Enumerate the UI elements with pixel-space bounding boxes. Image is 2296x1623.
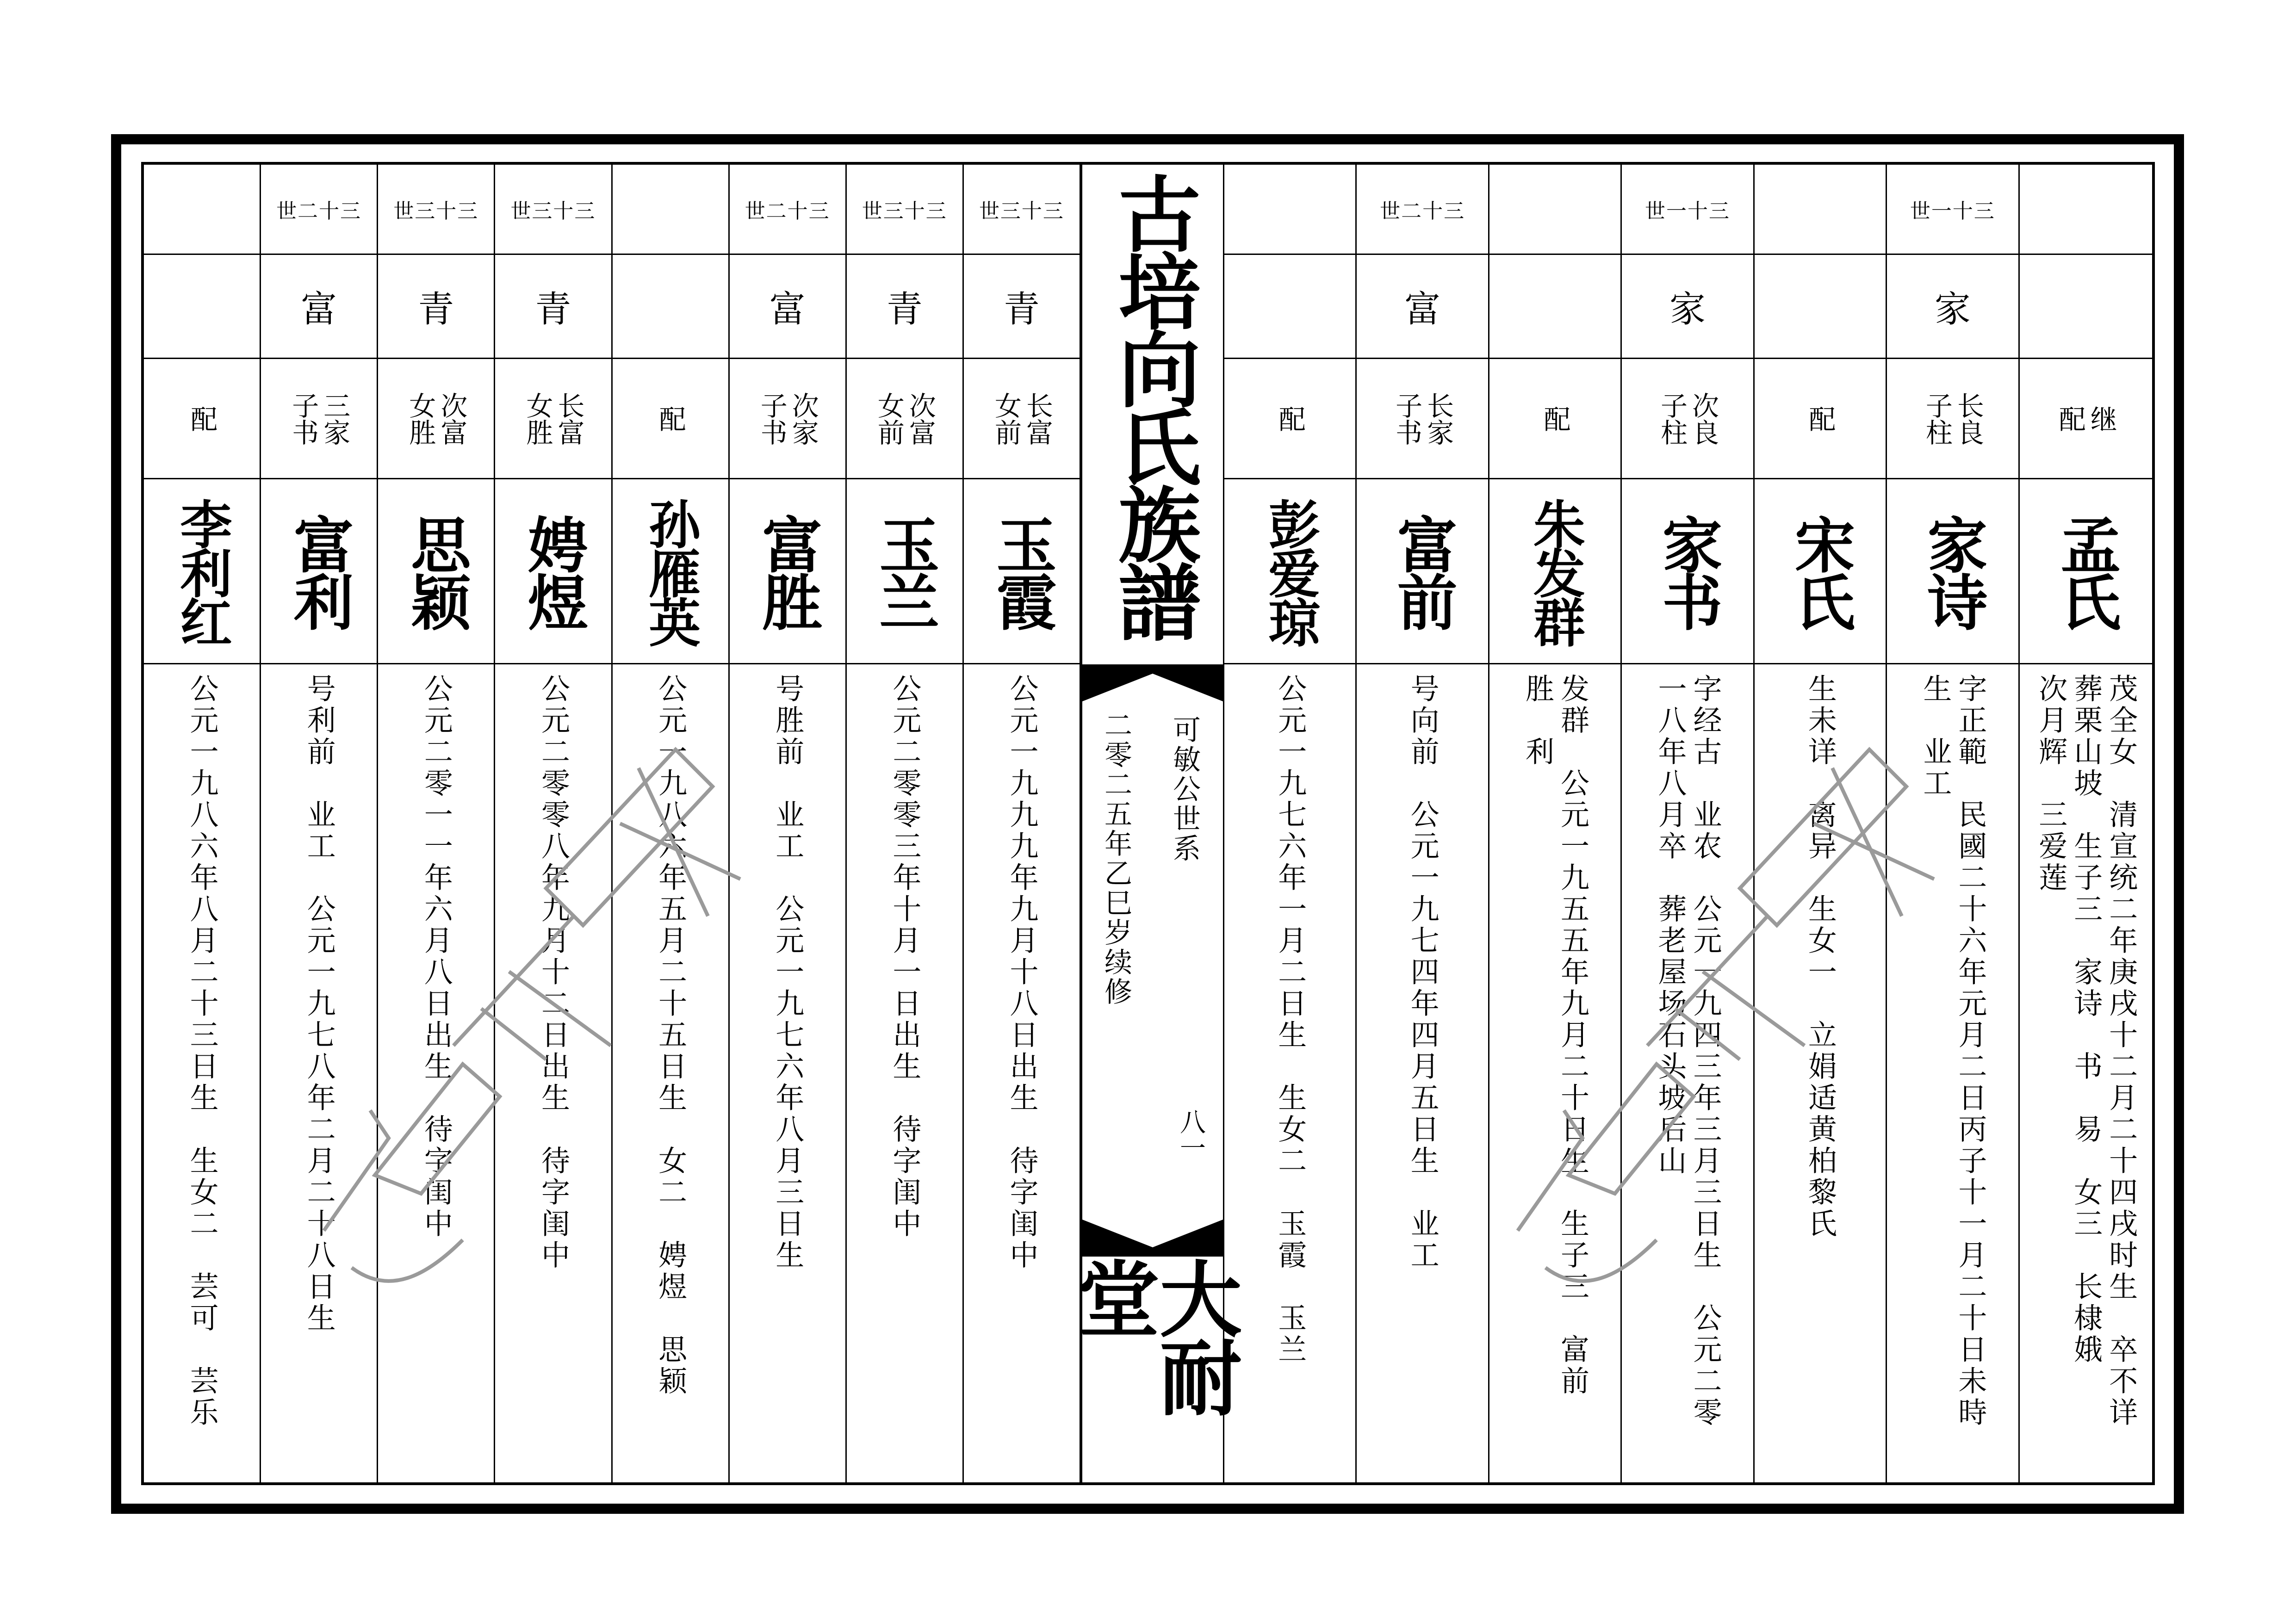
relation-text: 次良 [1687, 391, 1719, 446]
biography [847, 664, 962, 1482]
person-name [144, 479, 260, 664]
person-name-text: 富利 [284, 514, 355, 629]
relation-text: 配 [654, 405, 686, 432]
center-spine [1063, 165, 1242, 1482]
person-name-text: 富胜 [752, 514, 823, 629]
person-column [847, 165, 964, 1482]
generation-label: 世三十三 [964, 165, 1080, 255]
relation-label [964, 359, 1080, 479]
person-column [261, 165, 378, 1482]
person-name [1622, 479, 1753, 664]
relation-text: 子书 [756, 391, 788, 446]
relation-label [1489, 359, 1620, 479]
person-name-text: 朱发群 [1525, 497, 1586, 645]
relation-label [1224, 359, 1355, 479]
person-name [495, 479, 611, 664]
generation-label: 世一十三 [1887, 165, 2018, 255]
relation-text: 长良 [1952, 391, 1984, 446]
biography-text: 生未详 离异 生女一 立娟适黄柏黎氏 [1803, 674, 1837, 1240]
person-name [847, 479, 962, 664]
relation-text: 配 [186, 405, 218, 432]
biography-text: 号胜前 业工 公元一九七六年八月三日生 [770, 674, 805, 1271]
relation-text: 配 [2054, 405, 2086, 432]
person-name-text: 玉霞 [986, 514, 1057, 629]
person-name-text: 宋氏 [1785, 514, 1856, 629]
person-name-text: 富前 [1387, 514, 1458, 629]
biography-text: 号利前 业工 公元一九七八年二月二十八日生 [302, 674, 336, 1334]
fishtail-bottom [1082, 1220, 1223, 1257]
biography [2020, 664, 2152, 1482]
generation-character: 青 [847, 255, 962, 359]
biography [378, 664, 494, 1482]
biography-text: 茂全女 清宣统二年庚戌十二月二十四戌时生 卒不详 葬栗山坡 生子三 家诗 书 易 女三 长棣娥 次月辉 三爱莲 [2034, 674, 2138, 1429]
biography-text: 公元二零一一年六月八日出生 待字闺中 [419, 674, 453, 1240]
person-name-text: 思颖 [401, 514, 472, 629]
relation-label [2020, 359, 2152, 479]
biography-text: 公元一九八六年八月二十三日生 生女二 芸可 芸乐 [185, 674, 219, 1429]
person-column [2020, 165, 2152, 1482]
hall-name [1063, 1257, 1242, 1482]
biography-text: 发群 公元一九五五年九月二十日生 生子三 富前 胜 利 [1520, 674, 1590, 1397]
relation-text: 女前 [990, 391, 1022, 446]
page-number: 八一 [1176, 1109, 1206, 1160]
biography [964, 664, 1080, 1482]
generation-label [144, 165, 260, 255]
person-name [261, 479, 377, 664]
generation-character: 富 [730, 255, 845, 359]
hall-name-text: 大耐堂 [1063, 1257, 1242, 1414]
relation-text: 子柱 [1656, 391, 1688, 446]
relation-text: 次富 [904, 391, 936, 446]
biography-text: 公元一九八六年五月二十五日生 女二 娉煜 思颖 [653, 674, 688, 1397]
relation-text: 配 [1804, 405, 1836, 432]
generation-label: 世三十三 [847, 165, 962, 255]
spine-middle [1082, 701, 1223, 1220]
relation-text: 次富 [436, 391, 468, 446]
relation-label [1755, 359, 1886, 479]
person-column [613, 165, 730, 1482]
person-column [1224, 165, 1357, 1482]
person-name [1887, 479, 2018, 664]
biography [613, 664, 728, 1482]
generation-character [2020, 255, 2152, 359]
generation-character: 富 [261, 255, 377, 359]
generation-character [1755, 255, 1886, 359]
biography [1489, 664, 1620, 1482]
relation-text: 子书 [1391, 391, 1423, 446]
person-column [1887, 165, 2019, 1482]
person-column [1622, 165, 1754, 1482]
genealogy-table [141, 162, 2155, 1485]
person-name-text: 娉煜 [518, 514, 589, 629]
generation-character: 富 [1357, 255, 1488, 359]
person-column [1489, 165, 1622, 1482]
biography [261, 664, 377, 1482]
person-name [964, 479, 1080, 664]
biography [144, 664, 260, 1482]
generation-label [2020, 165, 2152, 255]
person-name [2020, 479, 2152, 664]
generation-character: 青 [964, 255, 1080, 359]
person-column [495, 165, 612, 1482]
relation-label [613, 359, 728, 479]
person-name [1224, 479, 1355, 664]
person-column [378, 165, 495, 1482]
generation-label: 世二十三 [730, 165, 845, 255]
biography-text: 字正範 民國二十六年元月二日丙子十一月二十日未時 生 业工 [1918, 674, 1987, 1429]
person-name-text: 李利红 [172, 497, 233, 645]
biography [730, 664, 845, 1482]
person-name-text: 玉兰 [869, 514, 940, 629]
relation-text: 次家 [787, 391, 819, 446]
biography [1357, 664, 1488, 1482]
fishtail-top [1082, 664, 1223, 701]
lineage-label: 可敏公世系 [1168, 715, 1201, 863]
relation-text: 配 [1539, 405, 1571, 432]
generation-label [1224, 165, 1355, 255]
generation-label: 世一十三 [1622, 165, 1753, 255]
biography [1224, 664, 1355, 1482]
biography-text: 公元一九九九年九月十八日出生 待字闺中 [1005, 674, 1039, 1271]
generation-label [1755, 165, 1886, 255]
relation-text: 继 [2085, 405, 2117, 432]
person-name [1489, 479, 1620, 664]
relation-label [378, 359, 494, 479]
person-column [1755, 165, 1887, 1482]
biography-text: 公元二零零八年九月十二日出生 待字闺中 [536, 674, 571, 1271]
person-name [1357, 479, 1488, 664]
biography [495, 664, 611, 1482]
person-column [730, 165, 847, 1482]
generation-character: 家 [1887, 255, 2018, 359]
generation-character [1224, 255, 1355, 359]
relation-label [847, 359, 962, 479]
biography [1887, 664, 2018, 1482]
generation-label: 世三十三 [495, 165, 611, 255]
relation-label [144, 359, 260, 479]
relation-label [730, 359, 845, 479]
revision-label: 二零二五年乙巳岁续修 [1100, 711, 1132, 1007]
biography [1622, 664, 1753, 1482]
relation-text: 子书 [287, 391, 319, 446]
relation-text: 配 [1274, 405, 1306, 432]
person-name-text: 孟氏 [2050, 514, 2122, 629]
relation-text: 女胜 [404, 391, 436, 446]
relation-text: 女前 [873, 391, 905, 446]
relation-label [1887, 359, 2018, 479]
relation-label [1622, 359, 1753, 479]
generation-character: 青 [378, 255, 494, 359]
book-title-text: 古培向氏族譜 [1105, 172, 1201, 638]
generation-label: 世三十三 [378, 165, 494, 255]
person-name [378, 479, 494, 664]
biography-text: 字经古 业农 公元一九四三年三月三日生 公元二零 一八年八月卒 葬老屋场石头坡后山 [1653, 674, 1722, 1429]
person-name-text: 孙雁英 [640, 497, 701, 645]
relation-text: 子柱 [1921, 391, 1953, 446]
person-column [144, 165, 261, 1482]
biography-text: 公元二零零三年十月一日出生 待字闺中 [887, 674, 922, 1240]
person-name [1755, 479, 1886, 664]
person-name-text: 家书 [1652, 514, 1723, 629]
relation-text: 长富 [1021, 391, 1053, 446]
generation-character [144, 255, 260, 359]
person-column [1357, 165, 1489, 1482]
relation-label [1357, 359, 1488, 479]
relation-label [495, 359, 611, 479]
generation-character [1489, 255, 1620, 359]
biography [1755, 664, 1886, 1482]
biography-text: 号向前 公元一九七四年四月五日生 业工 [1406, 674, 1440, 1271]
person-name-text: 彭爱琼 [1260, 497, 1321, 645]
relation-label [261, 359, 377, 479]
generation-label [613, 165, 728, 255]
generation-character: 青 [495, 255, 611, 359]
relation-text: 长富 [553, 391, 585, 446]
person-name [730, 479, 845, 664]
person-name-text: 家诗 [1917, 514, 1988, 629]
generation-label: 世二十三 [261, 165, 377, 255]
relation-text: 长家 [1422, 391, 1454, 446]
relation-text: 女胜 [521, 391, 553, 446]
person-name [613, 479, 728, 664]
relation-text: 三家 [319, 391, 351, 446]
generation-label [1489, 165, 1620, 255]
book-title [1082, 165, 1223, 664]
generation-character [613, 255, 728, 359]
generation-label: 世二十三 [1357, 165, 1488, 255]
biography-text: 公元一九七六年一月二日生 生女二 玉霞 玉兰 [1273, 674, 1307, 1366]
generation-character: 家 [1622, 255, 1753, 359]
